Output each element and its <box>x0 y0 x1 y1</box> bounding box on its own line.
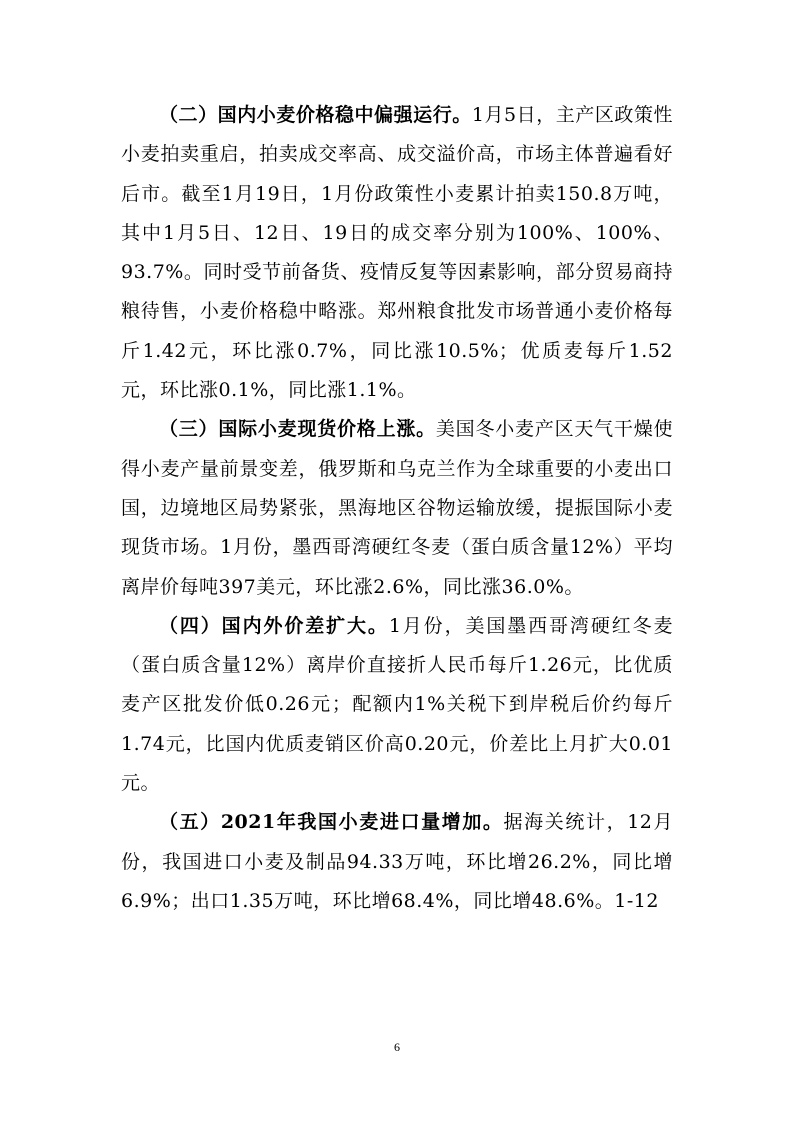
paragraph-wheat-imports <box>121 803 673 921</box>
paragraph-text: 1月份，美国墨西哥湾硬红冬麦（蛋白质含量12%）离岸价直接折人民币每斤1.26元，比优质麦产区批发价低0.26元；配额内1%关税下到岸税后价约每斤1.74元，比国内优质麦销区价高0.20元，价差比上月扩大0.01元。 <box>121 614 673 795</box>
paragraph-heading: （二）国内小麦价格稳中偏强运行。 <box>159 104 472 126</box>
paragraph-text: 据海关统计，12月份，我国进口小麦及制品94.33万吨，环比增26.2%，同比增6.9%；出口1.35万吨，环比增68.4%，同比增48.6%。1-12 <box>121 811 673 912</box>
paragraph-international-wheat-price <box>121 410 673 606</box>
paragraph-heading: （四）国内外价差扩大。 <box>159 614 389 637</box>
paragraph-domestic-wheat-price <box>121 96 673 410</box>
paragraph-price-gap <box>121 607 673 803</box>
document-body <box>121 96 673 921</box>
paragraph-heading: （三）国际小麦现货价格上涨。 <box>159 418 436 441</box>
paragraph-heading: （五）2021年我国小麦进口量增加。 <box>159 811 504 834</box>
paragraph-text: 1月5日，主产区政策性小麦拍卖重启，拍卖成交率高、成交溢价高，市场主体普遍看好后市。截至1月19日，1月份政策性小麦累计拍卖150.8万吨，其中1月5日、12日、19日的成交率分别为100%、100%、93.7%。同时受节前备货、疫情反复等因素影响，部分贸易商持粮待售，小麦价格稳中略涨。郑州粮食批发市场普通小麦价格每斤1.42元，环比涨0.7%，同比涨10.5%；优质麦每斤1.52元，环比涨0.1%，同比涨1.1%。 <box>121 104 673 402</box>
paragraph-text: 美国冬小麦产区天气干燥使得小麦产量前景变差，俄罗斯和乌克兰作为全球重要的小麦出口国，边境地区局势紧张，黑海地区谷物运输放缓，提振国际小麦现货市场。1月份，墨西哥湾硬红冬麦（蛋白质含量12%）平均离岸价每吨397美元，环比涨2.6%，同比涨36.0%。 <box>121 418 673 598</box>
page-number: 6 <box>394 1040 400 1054</box>
